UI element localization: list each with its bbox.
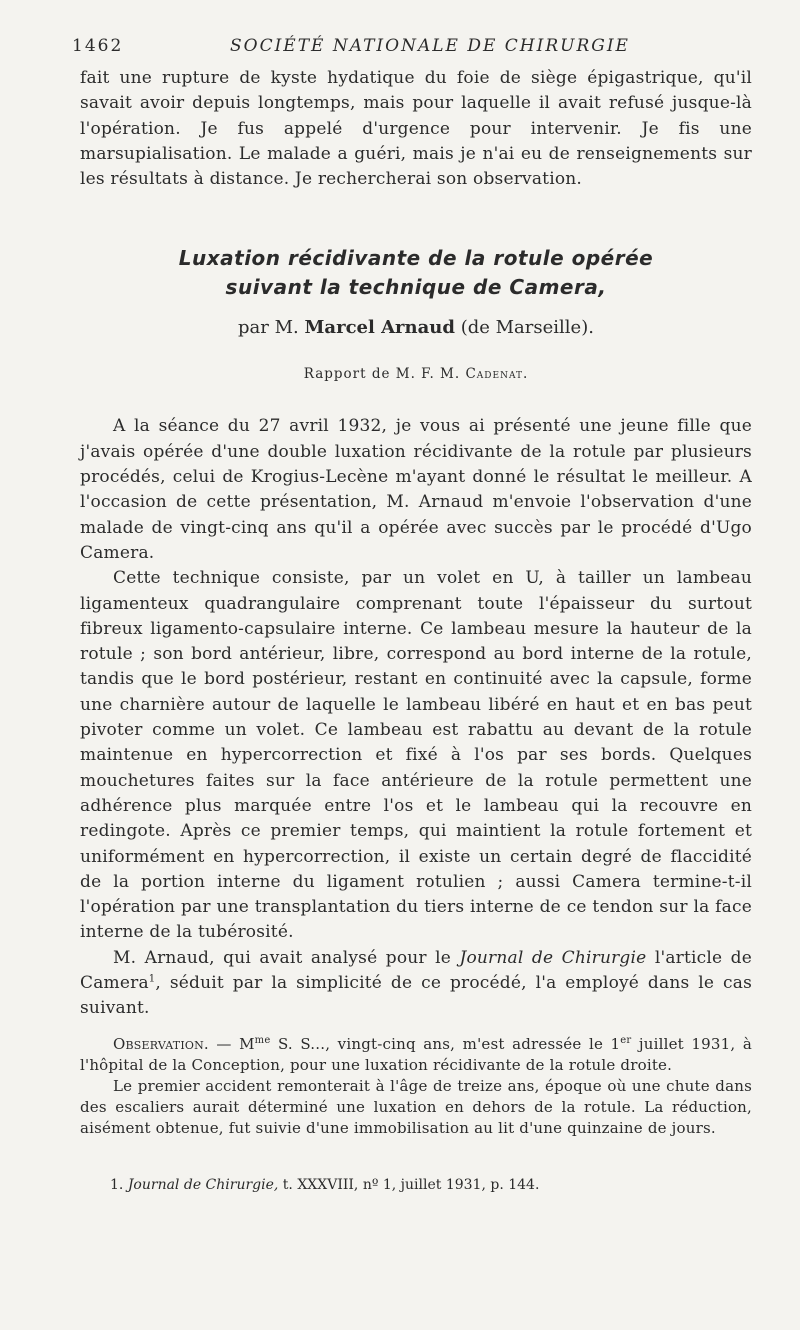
title-line-1: Luxation récidivante de la rotule opérée [178,246,654,271]
page-number: 1462 [72,36,124,56]
footnote-rest: t. XXXVIII, nº 1, juillet 1931, p. 144. [282,1176,540,1193]
body-paragraph-1: A la séance du 27 avril 1932, je vous ai présenté une jeune fille que j'avais opérée d'une double luxation récidivante de la rotule par plusieurs procédés, celui de Krogius-Lecène m'ayant donné le résultat le meilleur. A l'occasion de cette présentation, M. Arnaud m'envoie l'observation d'une malade de vingt-cinq ans qu'il a opérée avec succès par le procédé d'Ugo Camera. [80,416,752,563]
p3-part-b: l'article de Camera [80,947,753,994]
byline-prefix: par M. [238,317,299,339]
p3-part-c: , séduit par la simplicité de ce procédé, l'a employé dans le cas suivant. [80,973,752,1019]
byline-suffix: (de Marseille). [460,317,594,339]
p3-journal: Journal de Chirurgie [459,947,647,968]
intro-paragraph: fait une rupture de kyste hydatique du foie de siège épigastrique, qu'il savait avoir depuis longtemps, mais pour laquelle il avait refusé jusque-là l'opération. Je fus appelé d'urgence pour intervenir. Je fis une marsupialisation. Le malade a guéri, mais je n'ai eu de renseignements sur les résultats à distance. Je rechercherai son observation. [80,68,752,190]
p3-part-a: M. Arnaud, qui avait analysé pour le [113,947,452,968]
footnote-journal: Journal de Chirurgie, [127,1176,279,1193]
title-line-2: suivant la technique de Camera, [225,275,607,300]
running-head [72,36,752,66]
page [72,36,753,1193]
author-name: Marcel Arnaud [304,317,455,339]
observation-label: Observation. [113,1034,209,1053]
observation-paragraph-2: Le premier accident remonterait à l'âge de treize ans, époque où une chute dans des escaliers aurait déterminé une luxation en dehors de la rotule. La réduction, aisément obtenue, fut suivie d'une immobilisation au lit d'une quinzaine de jours. [80,1076,752,1137]
article-title [80,244,752,302]
obs-part-3: juillet 1931, à l'hôpital de la Conception, pour une luxation récidivante de la rotule droite. [80,1034,752,1074]
report-prefix: Rapport de M. F. M. [303,366,461,383]
body-paragraph-3 [80,946,752,1022]
journal-title: SOCIÉTÉ NATIONALE DE CHIRURGIE [230,36,630,56]
obs-part-1: — M [208,1034,255,1053]
body-paragraph-2: Cette technique consiste, par un volet en U, à tailler un lambeau ligamenteux quadrangulaire comprenant toute l'épaisseur du surtout fibreux ligamento-capsulaire interne. Ce lambeau mesure la hauteur de la rotule ; son bord antérieur, libre, correspond au bord interne de la rotule, tandis que le bord postérieur, restant en continuité avec la capsule, forme une charnière autour de laquelle le lambeau libéré en haut et en bas peut pivoter comme un volet. Ce lambeau est rabattu au devant de la rotule maintenue en hypercorrection et fixé à l'os par ses bords. Quelques mouchetures faites sur la face antérieure de la rotule permettent une adhérence plus marquée entre l'os et le lambeau qui la recouvre en redingote. Après ce premier temps, qui maintient la rotule fortement et uniformément en hypercorrection, il existe un certain degré de flaccidité de la portion interne du ligament rotulien ; aussi Camera termine-t-il l'opération par une transplantation du tiers interne de ce tendon sur la face interne de la tubérosité. [80,568,752,943]
report-name: Cadenat. [465,366,529,383]
observation-paragraph-1 [80,1034,752,1076]
observation [80,1034,752,1139]
report-line [80,366,752,382]
obs-part-2: S. S..., vingt-cinq ans, m'est adressée le 1 [270,1034,621,1053]
main-body [80,414,752,1021]
obs-mme-sup: me [254,1034,271,1046]
footnote [80,1177,752,1193]
obs-date-sup: er [620,1034,632,1046]
footnote-number: 1. [110,1176,124,1193]
footnote-ref: 1 [148,973,156,985]
byline [80,317,752,338]
